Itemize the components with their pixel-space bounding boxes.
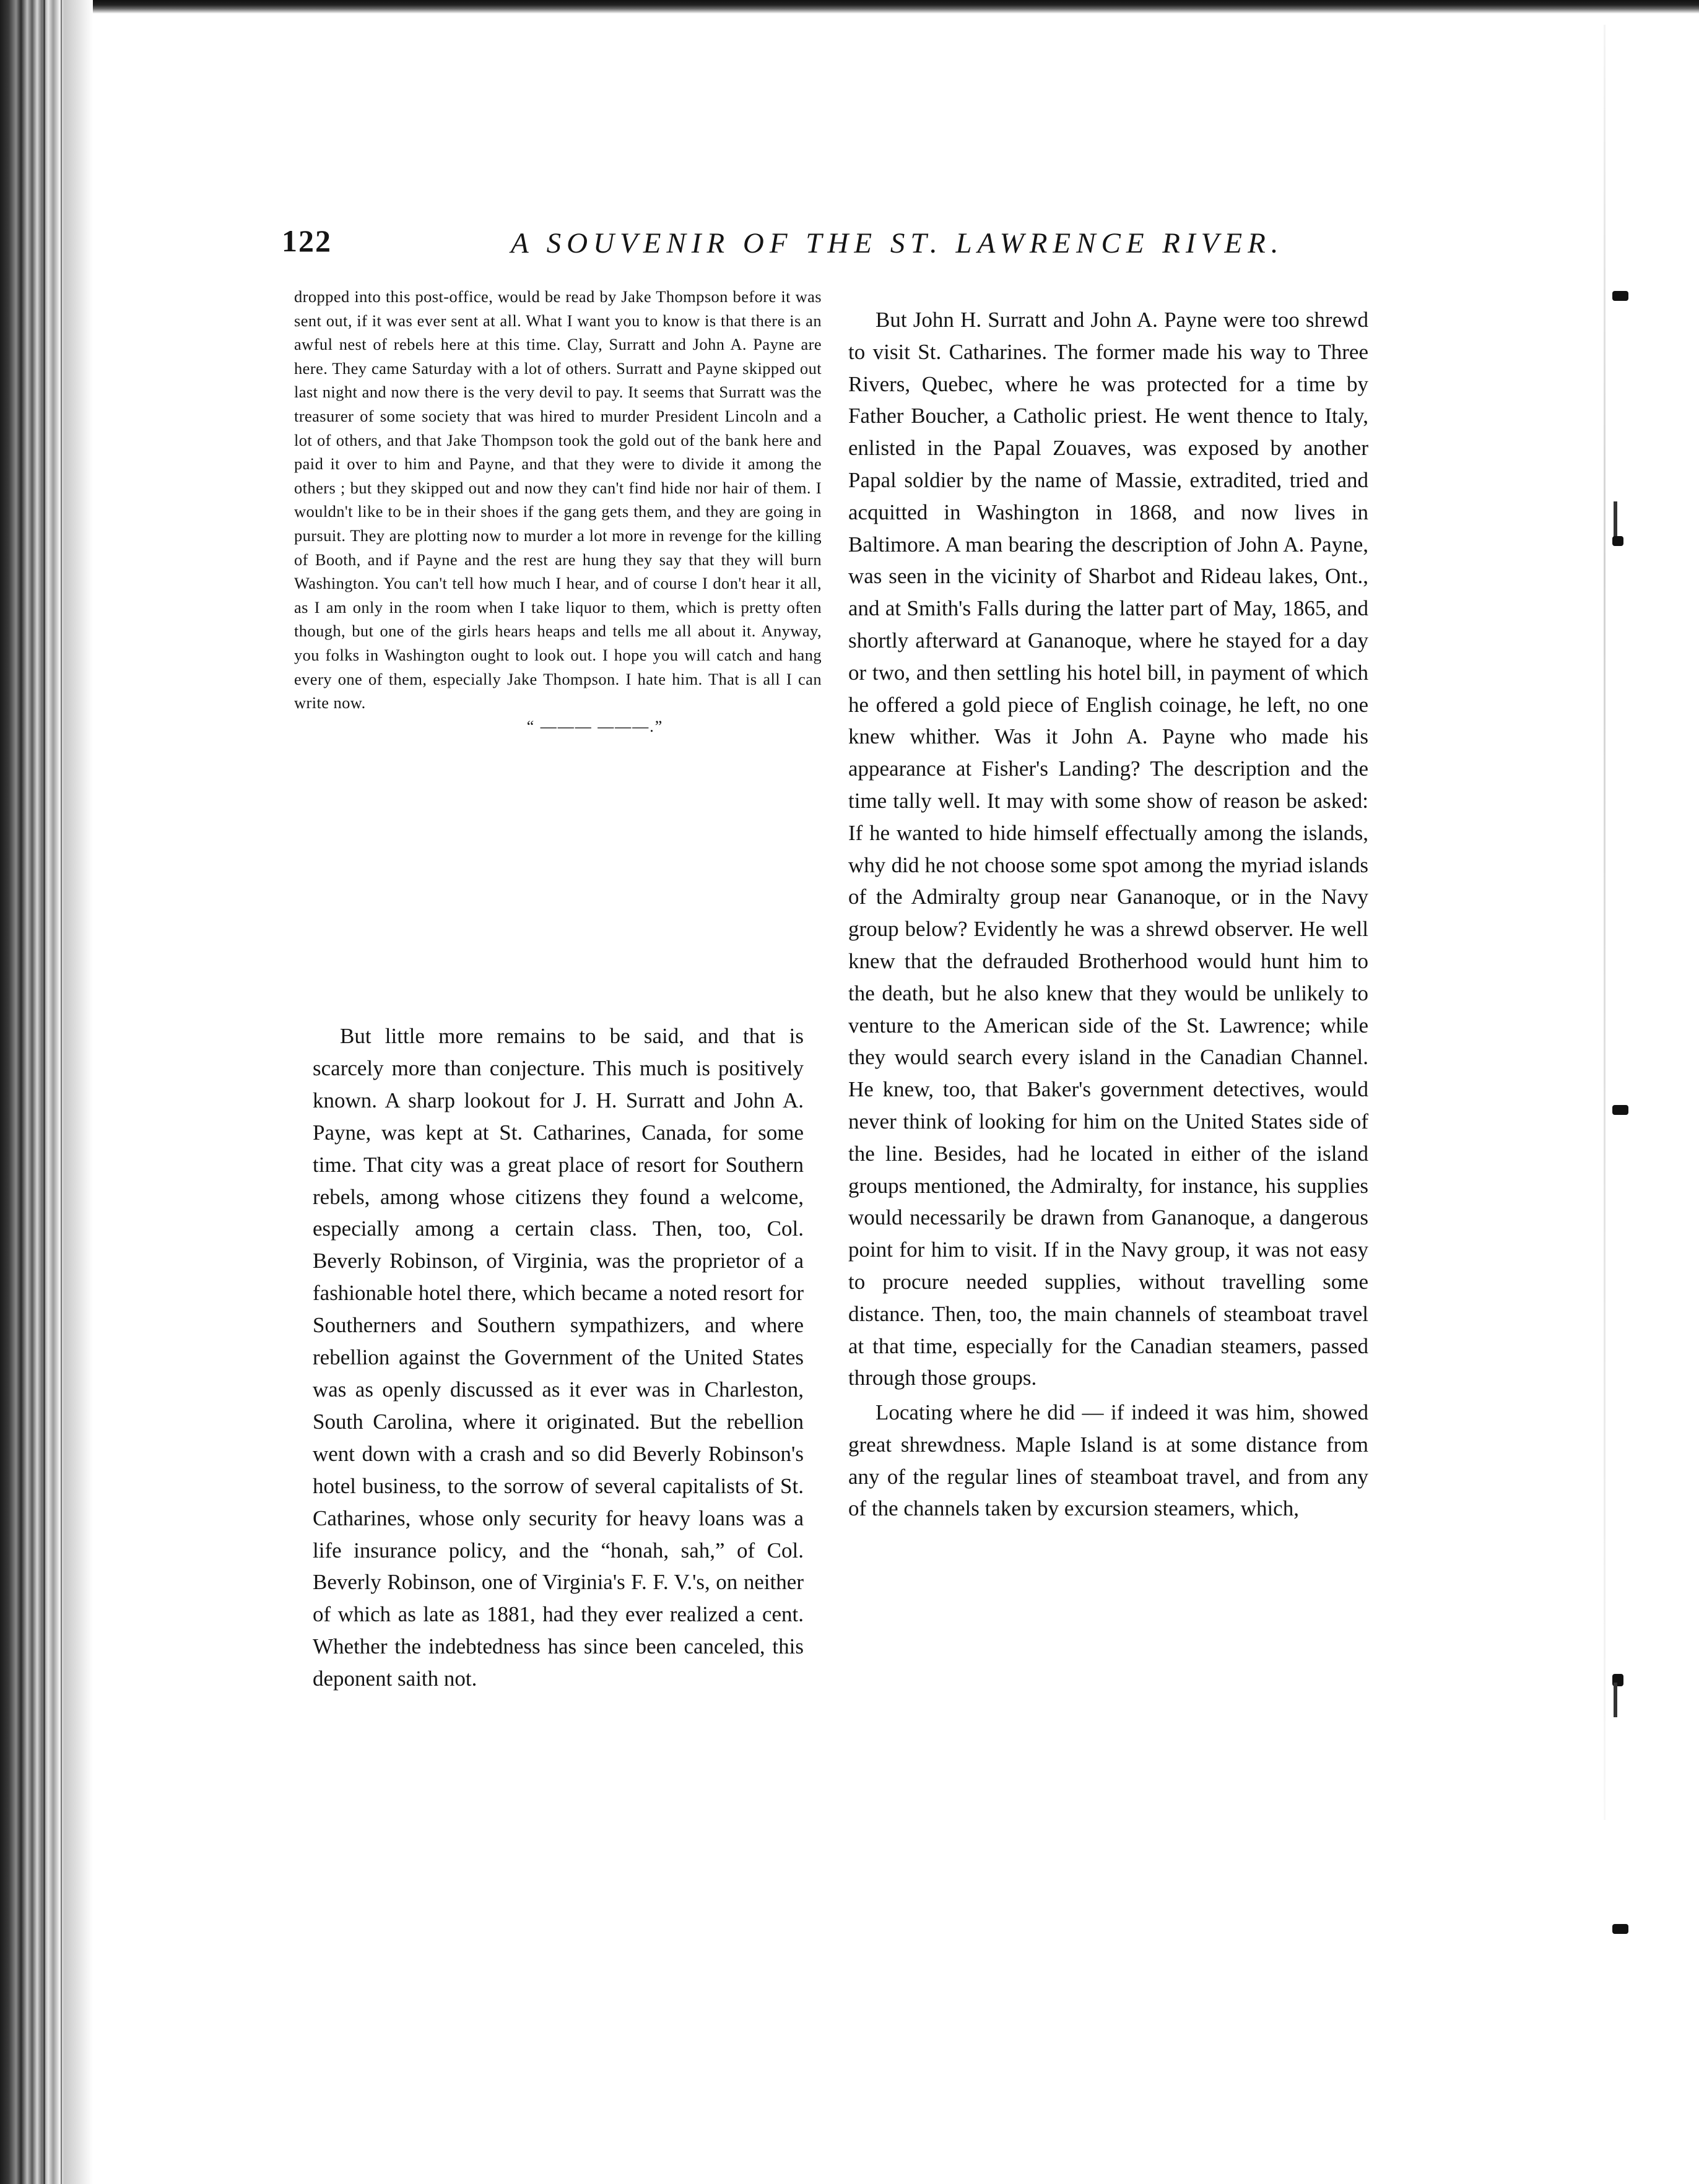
book-title: A SOUVENIR OF THE ST. LAWRENCE RIVER. <box>511 227 1284 259</box>
margin-mark <box>1612 1924 1628 1934</box>
margin-mark <box>1612 1105 1628 1115</box>
letter-signature: “ ——— ———.” <box>526 717 664 735</box>
running-header <box>282 223 1396 272</box>
margin-mark <box>1614 1683 1617 1717</box>
body-paragraph: But John H. Surratt and John A. Payne were too shrewd to visit St. Catharines. The former made his way to Three Rivers, Quebec, where he was protected for a time by Father Boucher, a Catholic priest. He went thence to Italy, enlisted in the Papal Zouaves, was exposed by another Papal soldier by the name of Massie, extradited, tried and acquitted in Washington in 1868, and now lives in Baltimore. A man bearing the description of John A. Payne, was seen in the vicinity of Sharbot and Rideau lakes, Ont., and at Smith's Falls during the latter part of May, 1865, and shortly afterward at Gananoque, where he stayed for a day or two, and then settling his hotel bill, in payment of which he offered a gold piece of English coinage, he left, no one knew whither. Was it John A. Payne who made his appearance at Fisher's Landing? The description and the time tally well. It may with some show of reason be asked: If he wanted to hide himself effectually among the islands, why did he not choose some spot among the myriad islands of the Admiralty group near Gananoque, or in the Navy group below? Evidently he was a shrewd observer. He well knew that the defrauded Brotherhood would hunt him to the death, but he also knew that they would be unlikely to venture to the American side of the St. Lawrence; while they would search every island in the Canadian Channel. He knew, too, that Baker's government detectives, would never think of looking for him on the United States side of the line. Besides, had he located in either of the island groups mentioned, the Admiralty, for instance, his supplies would necessarily be drawn from Gananoque, a dangerous point for him to visit. If in the Navy group, it was not easy to procure needed supplies, without travelling some distance. Then, too, the main channels of steamboat travel at that time, especially for the Canadian steamers, passed through those groups. <box>848 308 1368 1390</box>
letter-excerpt: dropped into this post-office, would be read by Jake Thompson before it was sent out, if it was ever sent at all. What I want you to know is that there is an awful nest of rebels here at this time. Clay, Surratt and John A. Payne are here. They came Saturday with a lot of others. Surratt and Payne skipped out last night and now there is the very devil to pay. It seems that Surratt was the treasurer of some society that was hired to murder President Lincoln and a lot of others, and that Jake Thompson took the gold out of the bank here and paid it over to him and Payne, and that they were to divide it among the others ; but they skipped out and now they can't find hide nor hair of them. I wouldn't like to be in their shoes if the gang gets them, and they are going in pursuit. They are plotting now to murder a lot more in revenge for the killing of Booth, and if Payne and the rest are hung they say that they will burn Washington. You can't tell how much I hear, and of course I don't hear it all, as I am only in the room when I take liquor to them, which is pretty often though, but one of the girls hears heaps and tells me all about it. Anyway, you folks in Washington ought to look out. I hope you will catch and hang every one of them, especially Jake Thompson. I hate him. That is all I can write now. <box>294 287 822 713</box>
page-fold-line <box>1604 25 1606 1820</box>
body-paragraph: Locating where he did — if indeed it was him, showed great shrewdness. Maple Island is at some distance from any of the regular lines of steamboat travel, and from any of the channels taken by excursion steamers, which, <box>848 1400 1368 1521</box>
left-column-letter <box>294 285 822 739</box>
scan-top-edge <box>0 0 1699 14</box>
right-column-body <box>848 304 1368 1525</box>
left-column-body <box>313 1020 804 1695</box>
binding-line <box>61 0 62 2184</box>
margin-mark <box>1614 501 1617 539</box>
binding-line <box>43 0 45 2184</box>
margin-mark <box>1612 291 1628 301</box>
book-binding-gutter <box>0 0 93 2184</box>
body-paragraph: But little more remains to be said, and that is scarcely more than conjecture. This much is positively known. A sharp lookout for J. H. Surratt and John A. Payne, was kept at St. Catharines, Canada, for some time. That city was a great place of resort for Southern rebels, among whose citizens they found a welcome, especially among a certain class. Then, too, Col. Beverly Robinson, of Virginia, was the proprietor of a fashionable hotel there, which became a noted resort for Southerners and Southern sympathizers, and where rebellion against the Government of the United States was as openly discussed as it ever was in Charleston, South Carolina, where it originated. But the rebellion went down with a crash and so did Beverly Robinson's hotel business, to the sorrow of several capitalists of St. Catharines, whose only security for heavy loans was a life insurance policy, and the “honah, sah,” of Col. Beverly Robinson, one of Virginia's F. F. V.'s, on neither of which as late as 1881, had they ever realized a cent. Whether the indebtedness has since been canceled, this deponent saith not. <box>313 1024 804 1691</box>
margin-mark <box>1612 536 1623 546</box>
page-number: 122 <box>282 223 332 258</box>
